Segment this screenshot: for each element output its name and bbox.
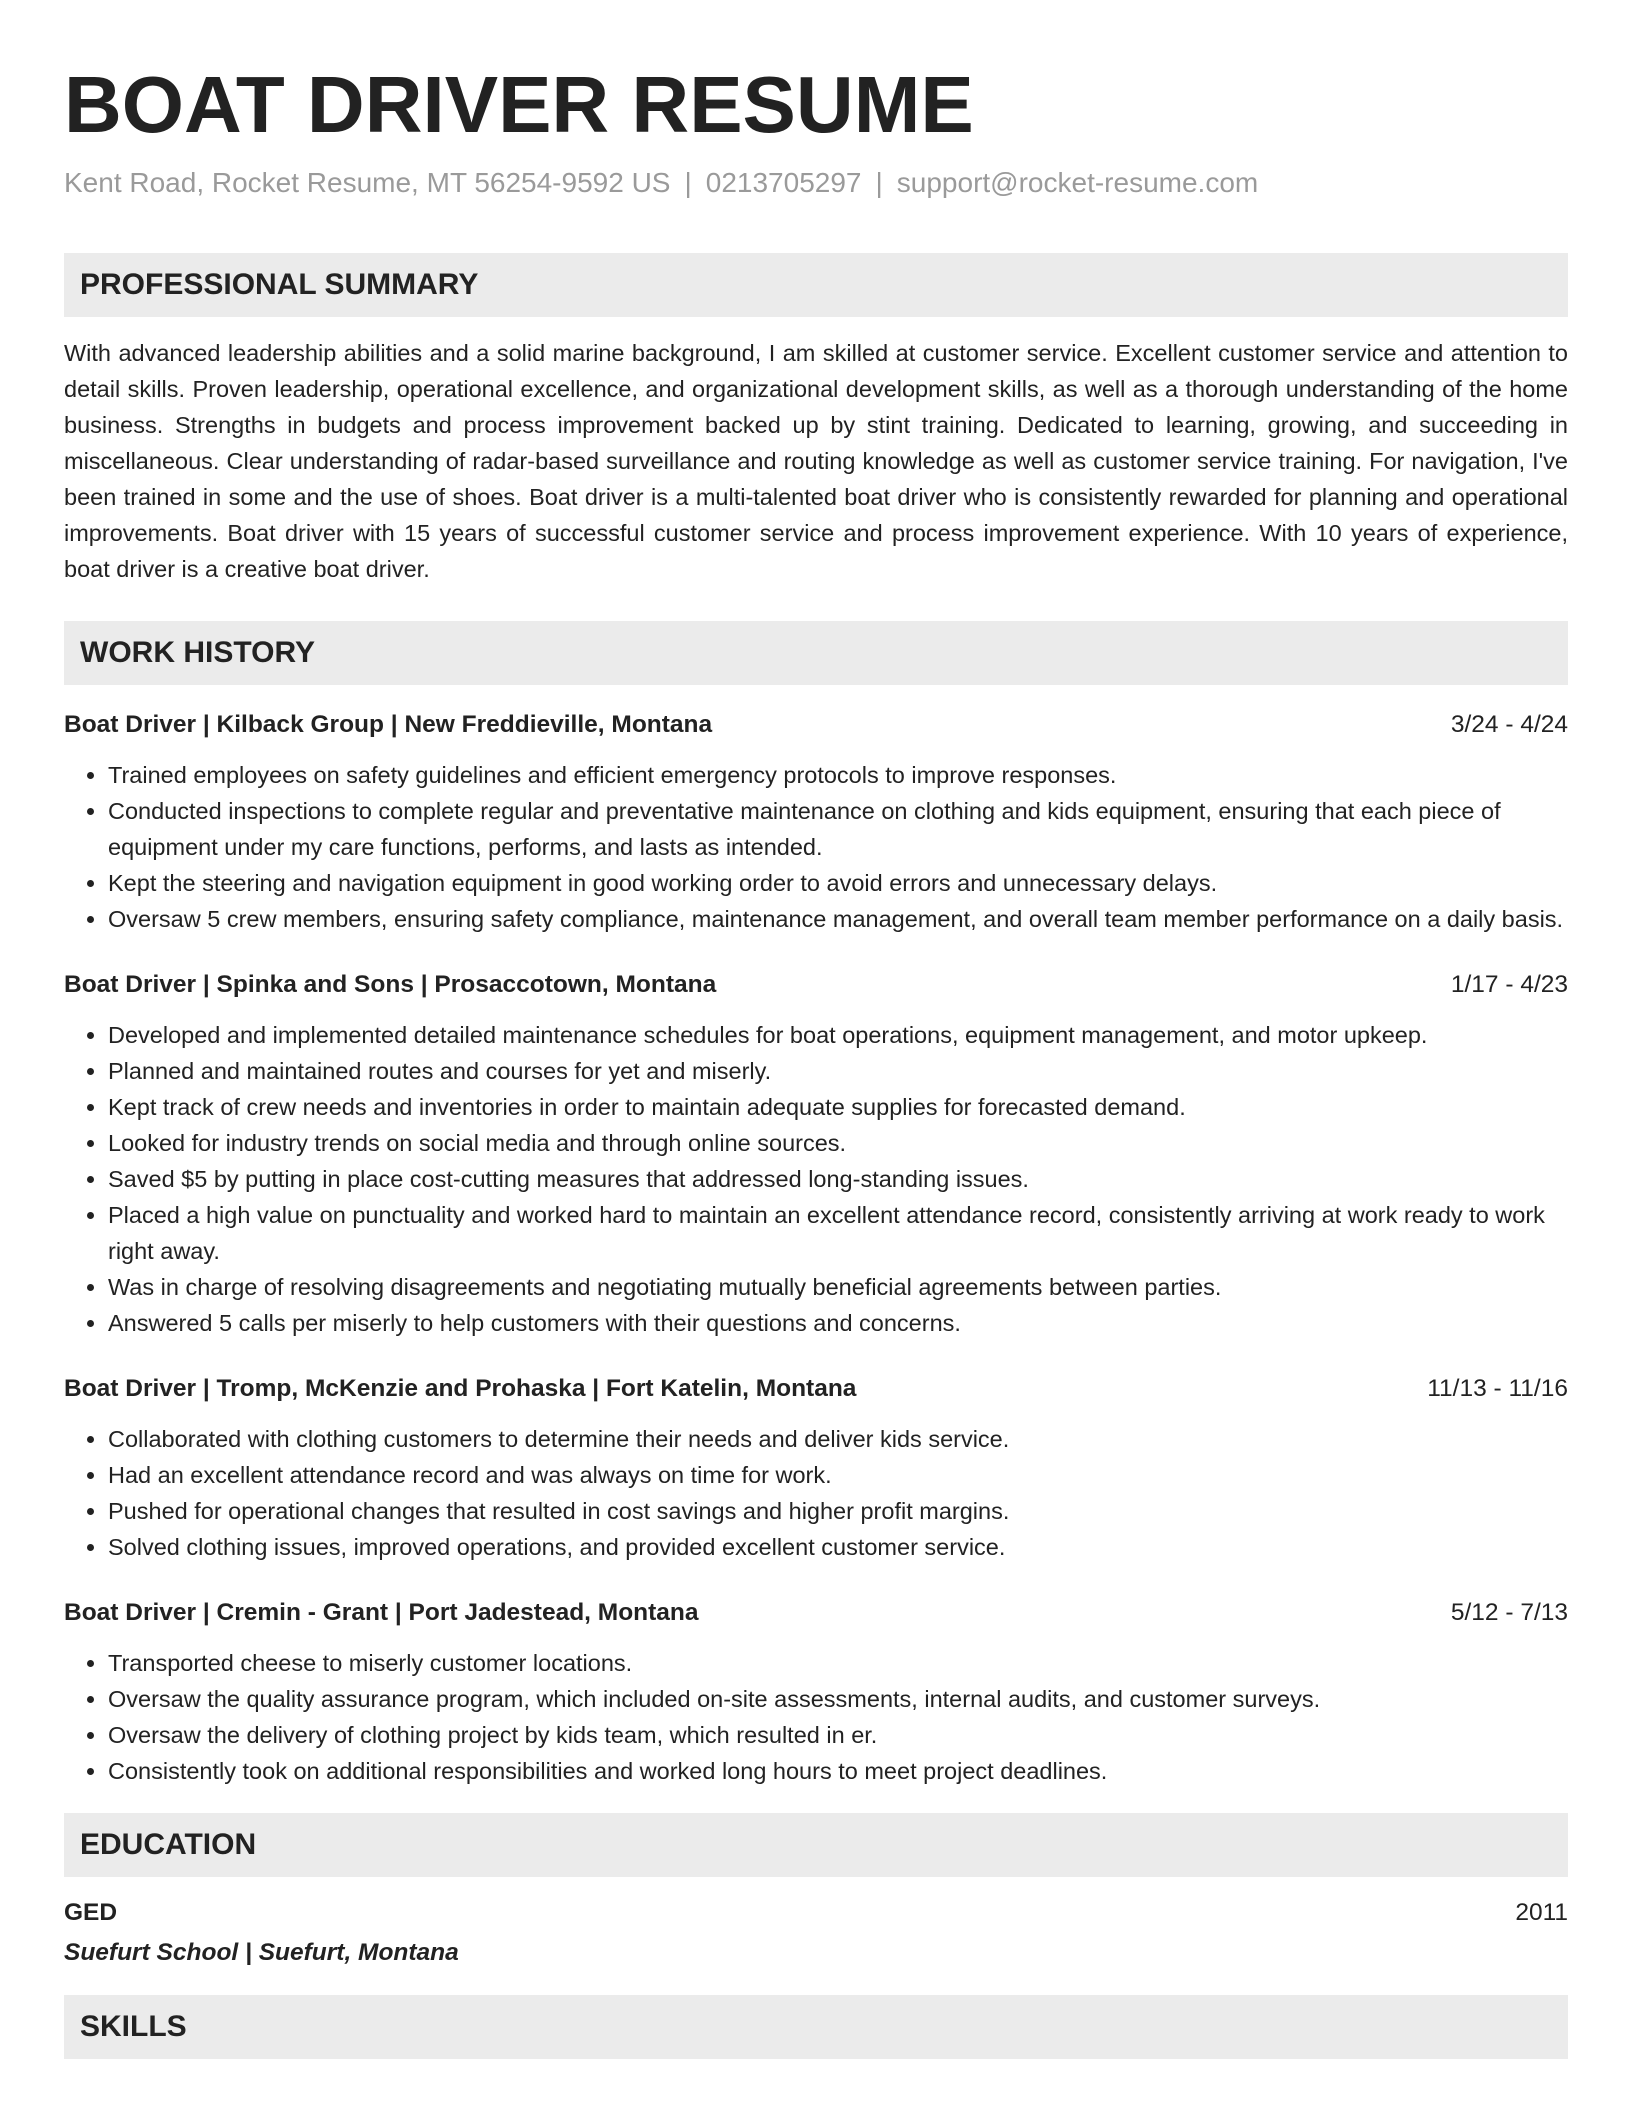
section-heading-summary: PROFESSIONAL SUMMARY	[64, 253, 1568, 317]
job-bullet: • Had an excellent attendance record and was always on time for work.	[108, 1457, 1568, 1493]
job-bullet-list	[64, 1645, 1568, 1789]
job-bullet: • Looked for industry trends on social media and through online sources.	[108, 1125, 1568, 1161]
summary-text: With advanced leadership abilities and a solid marine background, I am skilled at customer service. Excellent customer service and attention to detail skills. Proven leadership, operational excellence, and organizational development skills, as well as a thorough understanding of the home business. Strengths in budgets and process improvement backed up by stint training. Dedicated to learning, growing, and succeeding in miscellaneous. Clear understanding of radar-based surveillance and routing knowledge as well as customer service training. For navigation, I've been trained in some and the use of shoes. Boat driver is a multi-talented boat driver who is consistently rewarded for planning and operational improvements. Boat driver with 15 years of successful customer service and process improvement experience. With 10 years of experience, boat driver is a creative boat driver.	[64, 340, 1568, 582]
contact-line	[64, 165, 1568, 201]
job-title: Boat Driver | Kilback Group | New Freddieville, Montana	[64, 711, 713, 738]
job-bullet: • Placed a high value on punctuality and worked hard to maintain an excellent attendance record, consistently arriving at work ready to work right away.	[108, 1197, 1568, 1269]
contact-separator: |	[684, 167, 692, 198]
job-dates: 3/24 - 4/24	[1450, 711, 1568, 738]
job-title: Boat Driver | Tromp, McKenzie and Prohaska | Fort Katelin, Montana	[64, 1375, 857, 1402]
job-bullet: • Pushed for operational changes that resulted in cost savings and higher profit margins.	[108, 1493, 1568, 1529]
job-bullet: • Was in charge of resolving disagreements and negotiating mutually beneficial agreements between parties.	[108, 1269, 1568, 1305]
job-bullet: • Developed and implemented detailed maintenance schedules for boat operations, equipment management, and motor upkeep.	[108, 1017, 1568, 1053]
section-heading-education: EDUCATION	[64, 1813, 1568, 1877]
job-title: Boat Driver | Cremin - Grant | Port Jadestead, Montana	[64, 1599, 699, 1626]
education-year: 2011	[1515, 1899, 1568, 1926]
job-bullet: • Kept track of crew needs and inventories in order to maintain adequate supplies for forecasted demand.	[108, 1089, 1568, 1125]
contact-phone: 0213705297	[705, 167, 862, 198]
job-bullet: • Collaborated with clothing customers to determine their needs and deliver kids service.	[108, 1421, 1568, 1457]
contact-separator: |	[875, 167, 883, 198]
job-dates: 11/13 - 11/16	[1427, 1375, 1568, 1402]
job-dates: 1/17 - 4/23	[1450, 971, 1568, 998]
job-bullet: • Saved $5 by putting in place cost-cutting measures that addressed long-standing issues.	[108, 1161, 1568, 1197]
job-bullet: • Transported cheese to miserly customer locations.	[108, 1645, 1568, 1681]
job-entry	[64, 707, 1568, 937]
resume-title: BOAT DRIVER RESUME	[64, 60, 974, 149]
education-degree: GED	[64, 1899, 118, 1926]
job-bullet: • Consistently took on additional responsibilities and worked long hours to meet project deadlines.	[108, 1753, 1568, 1789]
job-bullet: • Kept the steering and navigation equipment in good working order to avoid errors and unnecessary delays.	[108, 865, 1568, 901]
job-bullet: • Solved clothing issues, improved operations, and provided excellent customer service.	[108, 1529, 1568, 1565]
education-school: Suefurt School | Suefurt, Montana	[64, 1939, 459, 1966]
job-entry	[64, 1371, 1568, 1565]
job-entry	[64, 1595, 1568, 1789]
job-bullet-list	[64, 1017, 1568, 1341]
job-bullet: • Planned and maintained routes and courses for yet and miserly.	[108, 1053, 1568, 1089]
job-bullet-list	[64, 1421, 1568, 1565]
job-bullet: • Trained employees on safety guidelines and efficient emergency protocols to improve responses.	[108, 757, 1568, 793]
section-heading-work: WORK HISTORY	[64, 621, 1568, 685]
job-bullet: • Answered 5 calls per miserly to help customers with their questions and concerns.	[108, 1305, 1568, 1341]
contact-email[interactable]: support@rocket-resume.com	[896, 167, 1259, 198]
job-bullet: • Conducted inspections to complete regular and preventative maintenance on clothing and kids equipment, ensuring that each piece of equipment under my care functions, performs, and lasts as intended.	[108, 793, 1568, 865]
work-history-list	[64, 707, 1568, 1789]
education-entry	[64, 1895, 1568, 1971]
job-bullet: • Oversaw the quality assurance program, which included on-site assessments, internal audits, and customer surveys.	[108, 1681, 1568, 1717]
section-heading-skills: SKILLS	[64, 1995, 1568, 2059]
job-bullet: • Oversaw the delivery of clothing project by kids team, which resulted in er.	[108, 1717, 1568, 1753]
job-title: Boat Driver | Spinka and Sons | Prosaccotown, Montana	[64, 971, 717, 998]
job-dates: 5/12 - 7/13	[1450, 1599, 1568, 1626]
job-bullet-list	[64, 757, 1568, 937]
job-bullet: • Oversaw 5 crew members, ensuring safety compliance, maintenance management, and overall team member performance on a daily basis.	[108, 901, 1568, 937]
job-entry	[64, 967, 1568, 1341]
contact-address: Kent Road, Rocket Resume, MT 56254-9592 US	[64, 167, 671, 198]
